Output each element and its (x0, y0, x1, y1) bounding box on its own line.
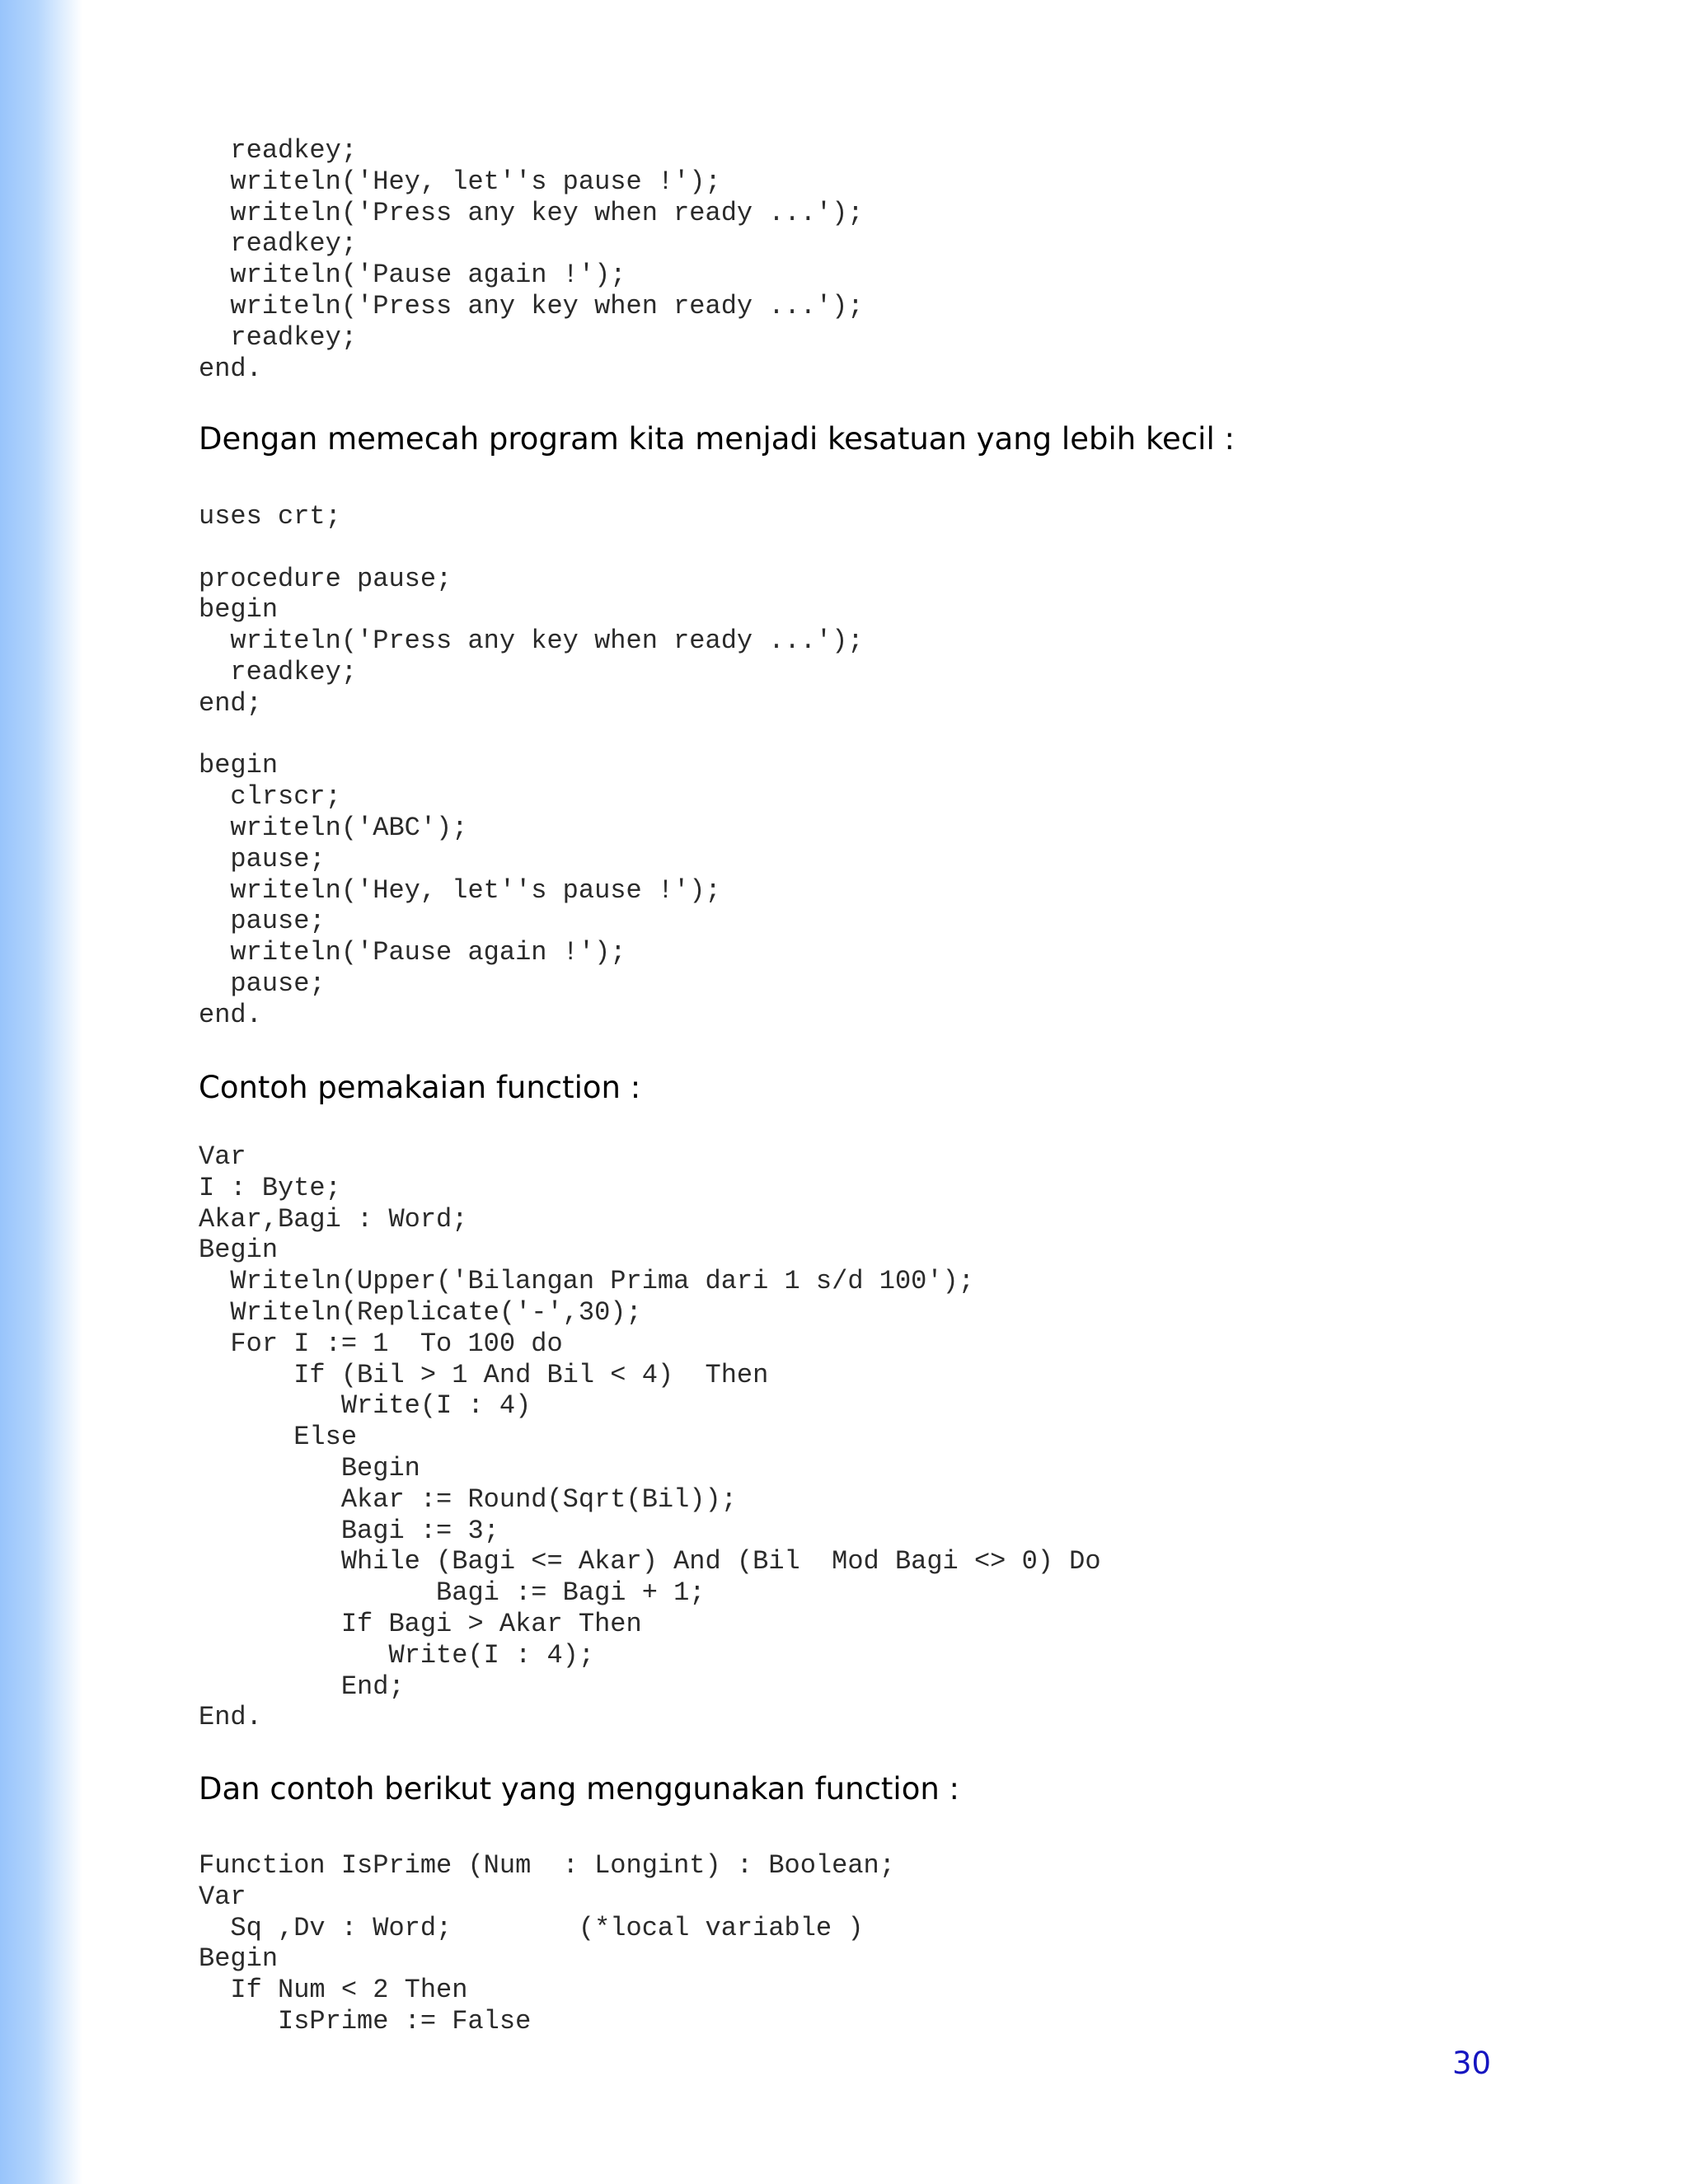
code-block-isprime-function: Function IsPrime (Num : Longint) : Boolean; Var Sq ,Dv : Word; (*local variable ) Begin If Num < 2 Then IsPrime := False (199, 1850, 895, 2036)
heading-program-split: Dengan memecah program kita menjadi kesatuan yang lebih kecil : (199, 421, 1235, 457)
page-number: 30 (1452, 2046, 1492, 2081)
heading-function-usage: Contoh pemakaian function : (199, 1070, 641, 1105)
heading-function-example: Dan contoh berikut yang menggunakan function : (199, 1771, 960, 1807)
code-block-readkey-end: readkey; writeln('Hey, let''s pause !'); writeln('Press any key when ready ...'); readkey; writeln('Pause again !'); writeln('Press any key when ready ...'); readkey; end. (199, 135, 864, 384)
code-block-procedure-pause: uses crt; procedure pause; begin writeln('Press any key when ready ...'); readkey; end; begin clrscr; writeln('ABC'); pause; writeln('Hey, let''s pause !'); pause; writeln('Pause again !'); pause; end. (199, 501, 864, 1030)
code-block-prime-numbers: Var I : Byte; Akar,Bagi : Word; Begin Writeln(Upper('Bilangan Prima dari 1 s/d 100'); Writeln(Replicate('-',30); For I := 1 To 100 do If (Bil > 1 And Bil < 4) Then Write(I : 4) Else Begin Akar := Round(Sqrt(Bil)); Bagi := 3; While (Bagi <= Akar) And (Bil Mod Bagi <> 0) Do Bagi := Bagi + 1; If Bagi > Akar Then Write(I : 4); End; End. (199, 1141, 1101, 1733)
page-side-stripe (0, 0, 82, 2184)
